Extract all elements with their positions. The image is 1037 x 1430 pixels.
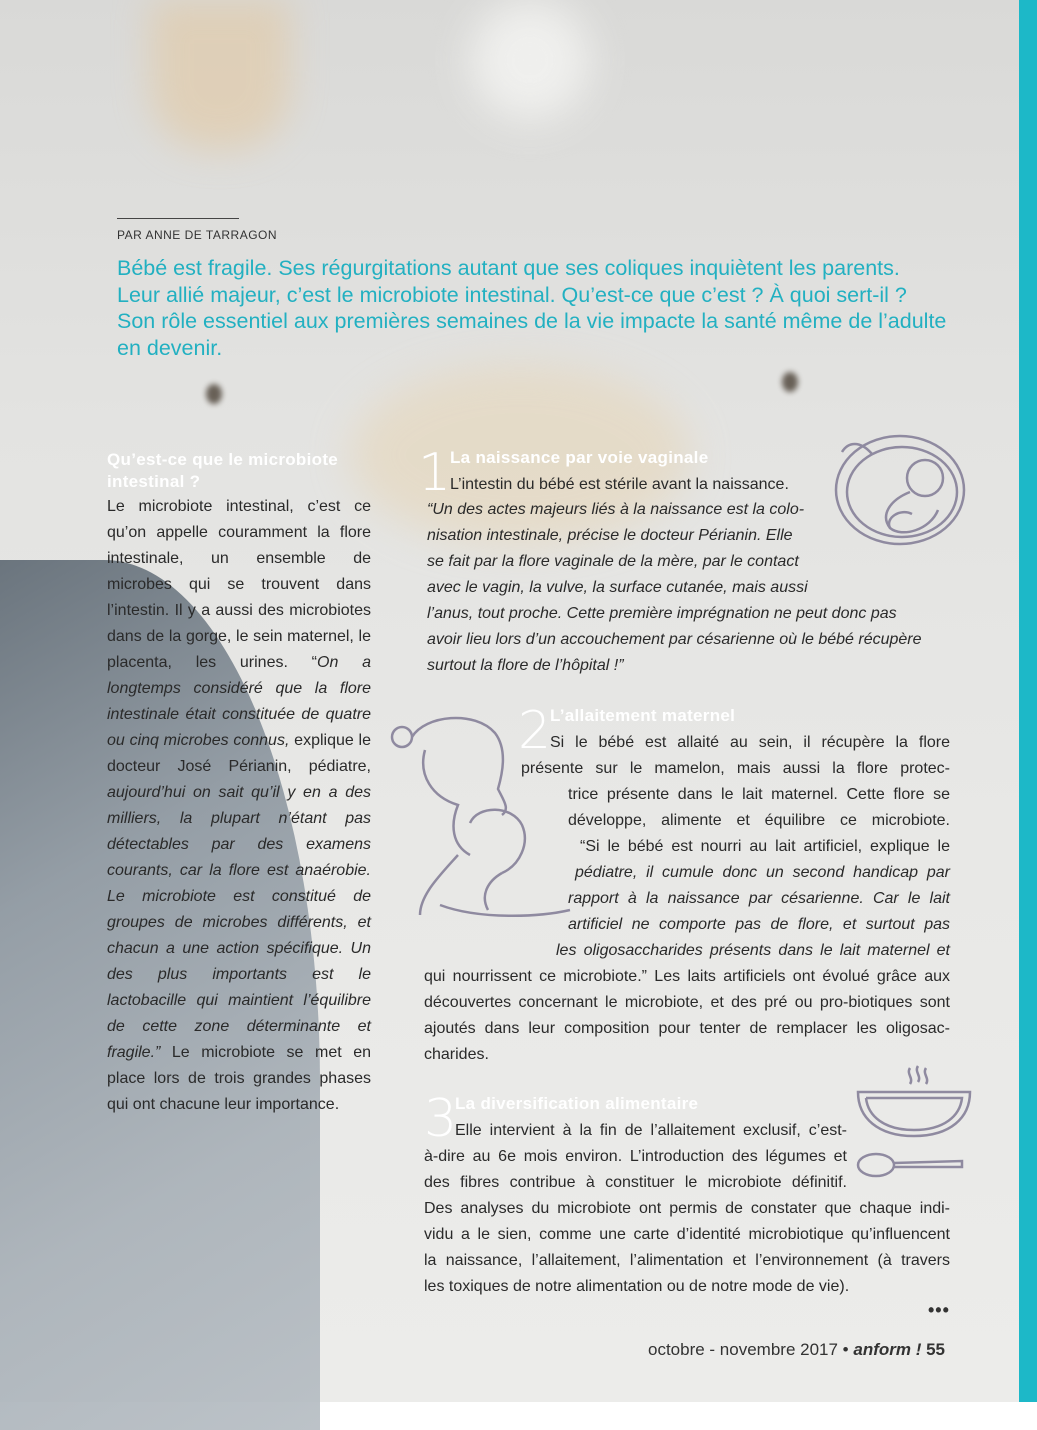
section-line: trice présente dans le lait maternel. Cette flore se <box>568 786 950 803</box>
background-blur-dot <box>206 384 222 404</box>
background-blur-dot <box>782 372 798 392</box>
section-line: Des analyses du microbiote ont permis de constater que chaque indi- <box>424 1200 950 1217</box>
section-line: l’anus, tout proche. Cette première imprégnation ne peut donc pas <box>427 605 897 622</box>
section-line: ajoutés dans leur composition pour tenter de remplacer les oligosac- <box>424 1020 950 1037</box>
section-line: des fibres contribue à constituer le microbiote définitif. <box>424 1174 847 1191</box>
mother-and-baby-icon <box>380 701 580 920</box>
section-line: la naissance, l’allaitement, l’alimentation et l’environnement (à travers <box>424 1252 950 1269</box>
section-line: surtout la flore de l’hôpital !” <box>427 657 624 674</box>
intro-text: explique le docteur José Périanin, pédiatre, <box>107 732 371 775</box>
intro-quote: On a longtemps considéré que la flore intestinale était constituée de quatre ou cinq microbes connus, <box>107 654 372 749</box>
spoon-icon <box>848 1145 968 1185</box>
section-line: découvertes concernant le microbiote, et des pré ou pro-biotiques sont <box>424 994 950 1011</box>
section-line: nisation intestinale, précise le docteur Périanin. Elle <box>427 527 793 544</box>
section-line: développe, alimente et équilibre ce microbiote. <box>568 812 950 829</box>
section-title: La diversification alimentaire <box>455 1094 699 1113</box>
intro-quote: aujourd’hui on sait qu’il y en a des milliers, la plupart n’étant pas détectables par des examens courants, car la flore est anaérobie. Le microbiote est constitué de groupes de microbes différents, et chacun a une action spécifique. Un des plus importants est le lactobacille qui maintient l’équilibre de cette zone déterminante et fragile.” <box>107 784 371 1061</box>
section-line: les oligosaccharides présents dans le lait maternel et <box>556 942 950 959</box>
section-line: pédiatre, il cumule donc un second handicap par <box>575 864 950 881</box>
intro-heading: Qu’est-ce que le microbiote intestinal ? <box>107 450 339 491</box>
section-number: 1 <box>418 443 452 503</box>
section-line: se fait par la flore vaginale de la mère, par le contact <box>427 553 799 570</box>
intro-text: Le microbiote se met en place lors de trois grandes phases qui ont chacune leur importance. <box>107 1044 371 1113</box>
section-line: les toxiques de notre alimentation ou de notre mode de vie). <box>424 1278 850 1295</box>
section-line: “Un des actes majeurs liés à la naissance est la colo- <box>427 501 805 518</box>
background-blur-light <box>470 0 590 120</box>
section-number: 2 <box>518 701 552 761</box>
section-line: avoir lieu lors d’un accouchement par césarienne où le bébé récupère <box>427 631 922 648</box>
section-line: présente sur le mamelon, mais aussi la flore protec- <box>521 760 950 777</box>
section-title: La naissance par voie vaginale <box>450 448 709 467</box>
page-accent-bar <box>1019 0 1037 1402</box>
intro-text: Le microbiote intestinal, c’est ce qu’on appelle couramment la flore intestinale, un ensemble de microbes qui se trouvent dans l’intestin. Il y a aussi des microbiotes dans de la gorge, le sein maternel, le placenta, les urines. “ <box>107 498 371 671</box>
byline: PAR ANNE DE TARRAGON <box>117 228 278 242</box>
section-line: avec le vagin, la vulve, la surface cutanée, mais aussi <box>427 579 808 596</box>
section-line: L’intestin du bébé est stérile avant la naissance. <box>450 476 789 493</box>
background-blur-wood <box>150 0 290 150</box>
section-number: 3 <box>424 1089 458 1149</box>
section-line: Si le bébé est allaité au sein, il récupère la flore <box>550 734 950 751</box>
section-line: “Si le bébé est nourri au lait artificiel, explique le <box>580 838 950 855</box>
intro-column <box>107 449 371 1118</box>
page-footer <box>648 1340 945 1360</box>
section-line: charides. <box>424 1046 489 1063</box>
continuation-dots: ••• <box>928 1300 950 1320</box>
page-number: 55 <box>926 1340 946 1359</box>
section-line: artificiel ne comporte pas de flore, et surtout pas <box>568 916 950 933</box>
section-line: vidu a le sien, comme une carte d’identité microbiotique qu’influencent <box>424 1226 950 1243</box>
byline-rule <box>117 218 239 219</box>
section-line: à-dire au 6e mois environ. L’introduction des légumes et <box>424 1148 847 1165</box>
lead-paragraph: Bébé est fragile. Ses régurgitations autant que ses coliques inquiètent les parents. Leur allié majeur, c’est le microbiote intestinal. Qu’est-ce que c’est ? À quoi sert-il ? Son rôle essentiel aux premières semaines de la vie impacte la santé même de l’adulte en devenir. <box>117 256 947 360</box>
footer-date: octobre - novembre 2017 • <box>648 1340 849 1359</box>
section-line: rapport à la naissance par césarienne. Car le lait <box>568 890 950 907</box>
footer-magazine: anform ! <box>853 1340 922 1359</box>
section-line: Elle intervient à la fin de l’allaitement exclusif, c’est- <box>455 1122 847 1139</box>
section-title: L’allaitement maternel <box>550 706 736 725</box>
fetus-in-womb-icon <box>830 430 970 550</box>
section-line: qui nourrissent ce microbiote.” Les laits artificiels ont évolué grâce aux <box>424 968 950 985</box>
